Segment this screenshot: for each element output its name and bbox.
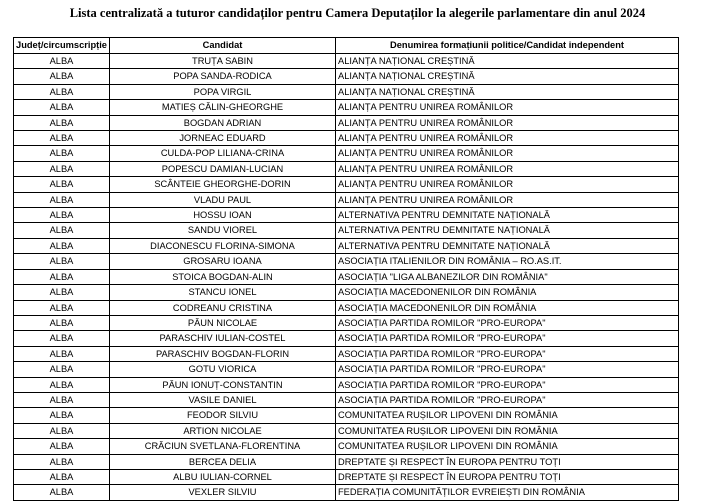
page-title: Lista centralizată a tuturor candidaților pentru Camera Deputaților la alegerile parlamentare din anul 2024 (69, 6, 646, 20)
cell-judet: ALBA (14, 100, 110, 115)
cell-judet: ALBA (14, 146, 110, 161)
table-row (14, 362, 679, 377)
cell-judet: ALBA (14, 192, 110, 207)
cell-candidat: BOGDAN ADRIAN (110, 115, 336, 130)
cell-judet: ALBA (14, 423, 110, 438)
cell-formatiune: ASOCIAȚIA PARTIDA ROMILOR "PRO-EUROPA" (336, 362, 679, 377)
cell-candidat: MATIEȘ CĂLIN-GHEORGHE (110, 100, 336, 115)
cell-candidat: STOICA BOGDAN-ALIN (110, 269, 336, 284)
table-row (14, 285, 679, 300)
cell-candidat: BERCEA DELIA (110, 454, 336, 469)
cell-candidat: HOSSU IOAN (110, 208, 336, 223)
column-header-judet: Județ/circumscripție (14, 38, 110, 54)
cell-judet: ALBA (14, 223, 110, 238)
cell-candidat: PĂUN IONUȚ-CONSTANTIN (110, 377, 336, 392)
cell-judet: ALBA (14, 392, 110, 407)
cell-formatiune: ALIANȚA NAȚIONAL CREȘTINĂ (336, 69, 679, 84)
cell-judet: ALBA (14, 84, 110, 99)
cell-formatiune: ALIANȚA NAȚIONAL CREȘTINĂ (336, 54, 679, 69)
cell-formatiune: ALTERNATIVA PENTRU DEMNITATE NAȚIONALĂ (336, 238, 679, 253)
cell-formatiune: ALIANȚA PENTRU UNIREA ROMÂNILOR (336, 100, 679, 115)
cell-formatiune: ASOCIAȚIA "LIGA ALBANEZILOR DIN ROMÂNIA" (336, 269, 679, 284)
cell-formatiune: ALTERNATIVA PENTRU DEMNITATE NAȚIONALĂ (336, 223, 679, 238)
cell-judet: ALBA (14, 54, 110, 69)
cell-judet: ALBA (14, 115, 110, 130)
cell-candidat: PĂUN NICOLAE (110, 315, 336, 330)
cell-judet: ALBA (14, 331, 110, 346)
cell-candidat: POPA VIRGIL (110, 84, 336, 99)
cell-candidat: VASILE DANIEL (110, 392, 336, 407)
cell-judet: ALBA (14, 439, 110, 454)
cell-candidat: TRUȚA SABIN (110, 54, 336, 69)
cell-judet: ALBA (14, 469, 110, 484)
table-row (14, 161, 679, 176)
cell-candidat: CRĂCIUN SVETLANA-FLORENTINA (110, 439, 336, 454)
cell-formatiune: ASOCIAȚIA PARTIDA ROMILOR "PRO-EUROPA" (336, 331, 679, 346)
table-row (14, 208, 679, 223)
cell-judet: ALBA (14, 177, 110, 192)
cell-candidat: PARASCHIV BOGDAN-FLORIN (110, 346, 336, 361)
cell-candidat: CULDA-POP LILIANA-CRINA (110, 146, 336, 161)
cell-candidat: STANCU IONEL (110, 285, 336, 300)
column-header-candidat: Candidat (110, 38, 336, 54)
cell-formatiune: ASOCIAȚIA PARTIDA ROMILOR "PRO-EUROPA" (336, 346, 679, 361)
column-header-formatiune: Denumirea formațiunii politice/Candidat independent (336, 38, 679, 54)
cell-judet: ALBA (14, 254, 110, 269)
table-row (14, 192, 679, 207)
table-row (14, 469, 679, 484)
cell-candidat: ARTION NICOLAE (110, 423, 336, 438)
table-row (14, 439, 679, 454)
cell-candidat: PARASCHIV IULIAN-COSTEL (110, 331, 336, 346)
table-row (14, 269, 679, 284)
cell-candidat: VLADU PAUL (110, 192, 336, 207)
cell-formatiune: COMUNITATEA RUȘILOR LIPOVENI DIN ROMÂNIA (336, 423, 679, 438)
table-row (14, 392, 679, 407)
cell-formatiune: ALTERNATIVA PENTRU DEMNITATE NAȚIONALĂ (336, 208, 679, 223)
cell-candidat: POPA SANDA-RODICA (110, 69, 336, 84)
table-row (14, 454, 679, 469)
cell-judet: ALBA (14, 285, 110, 300)
table-row (14, 115, 679, 130)
cell-candidat: VEXLER SILVIU (110, 485, 336, 500)
table-row (14, 84, 679, 99)
cell-candidat: SCÂNTEIE GHEORGHE-DORIN (110, 177, 336, 192)
cell-judet: ALBA (14, 69, 110, 84)
cell-candidat: CODREANU CRISTINA (110, 300, 336, 315)
table-row (14, 331, 679, 346)
cell-formatiune: DREPTATE ȘI RESPECT ÎN EUROPA PENTRU TOȚI (336, 454, 679, 469)
cell-judet: ALBA (14, 161, 110, 176)
cell-formatiune: ALIANȚA PENTRU UNIREA ROMÂNILOR (336, 161, 679, 176)
cell-judet: ALBA (14, 408, 110, 423)
cell-formatiune: ALIANȚA PENTRU UNIREA ROMÂNILOR (336, 131, 679, 146)
cell-formatiune: ALIANȚA NAȚIONAL CREȘTINĂ (336, 84, 679, 99)
cell-judet: ALBA (14, 485, 110, 500)
cell-candidat: DIACONESCU FLORINA-SIMONA (110, 238, 336, 253)
cell-formatiune: ASOCIAȚIA PARTIDA ROMILOR "PRO-EUROPA" (336, 315, 679, 330)
table-row (14, 100, 679, 115)
cell-candidat: ALBU IULIAN-CORNEL (110, 469, 336, 484)
table-row (14, 315, 679, 330)
cell-formatiune: ASOCIAȚIA PARTIDA ROMILOR "PRO-EUROPA" (336, 392, 679, 407)
cell-formatiune: ALIANȚA PENTRU UNIREA ROMÂNILOR (336, 192, 679, 207)
cell-formatiune: ALIANȚA PENTRU UNIREA ROMÂNILOR (336, 177, 679, 192)
table-header-row (14, 38, 679, 54)
table-row (14, 177, 679, 192)
table-row (14, 131, 679, 146)
cell-formatiune: COMUNITATEA RUȘILOR LIPOVENI DIN ROMÂNIA (336, 408, 679, 423)
cell-judet: ALBA (14, 131, 110, 146)
cell-candidat: GOTU VIORICA (110, 362, 336, 377)
cell-judet: ALBA (14, 269, 110, 284)
cell-formatiune: DREPTATE ȘI RESPECT ÎN EUROPA PENTRU TOȚI (336, 469, 679, 484)
table-row (14, 423, 679, 438)
cell-formatiune: FEDERAȚIA COMUNITĂȚILOR EVREIEȘTI DIN ROMÂNIA (336, 485, 679, 500)
candidates-table (13, 37, 679, 501)
table-row (14, 238, 679, 253)
cell-candidat: FEODOR SILVIU (110, 408, 336, 423)
cell-formatiune: ASOCIAȚIA ITALIENILOR DIN ROMÂNIA – RO.AS.IT. (336, 254, 679, 269)
cell-judet: ALBA (14, 377, 110, 392)
cell-judet: ALBA (14, 362, 110, 377)
table-row (14, 69, 679, 84)
table-row (14, 54, 679, 69)
table-row (14, 346, 679, 361)
table-row (14, 377, 679, 392)
cell-judet: ALBA (14, 208, 110, 223)
cell-formatiune: ASOCIAȚIA MACEDONENILOR DIN ROMÂNIA (336, 300, 679, 315)
cell-judet: ALBA (14, 346, 110, 361)
table-row (14, 485, 679, 500)
cell-judet: ALBA (14, 315, 110, 330)
cell-candidat: SANDU VIOREL (110, 223, 336, 238)
cell-formatiune: COMUNITATEA RUȘILOR LIPOVENI DIN ROMÂNIA (336, 439, 679, 454)
cell-candidat: POPESCU DAMIAN-LUCIAN (110, 161, 336, 176)
table-row (14, 408, 679, 423)
cell-formatiune: ALIANȚA PENTRU UNIREA ROMÂNILOR (336, 115, 679, 130)
cell-formatiune: ASOCIAȚIA MACEDONENILOR DIN ROMÂNIA (336, 285, 679, 300)
cell-formatiune: ASOCIAȚIA PARTIDA ROMILOR "PRO-EUROPA" (336, 377, 679, 392)
table-row (14, 300, 679, 315)
table-row (14, 254, 679, 269)
table-row (14, 223, 679, 238)
cell-judet: ALBA (14, 238, 110, 253)
cell-judet: ALBA (14, 454, 110, 469)
cell-formatiune: ALIANȚA PENTRU UNIREA ROMÂNILOR (336, 146, 679, 161)
cell-candidat: JORNEAC EDUARD (110, 131, 336, 146)
table-row (14, 146, 679, 161)
cell-candidat: GROSARU IOANA (110, 254, 336, 269)
cell-judet: ALBA (14, 300, 110, 315)
